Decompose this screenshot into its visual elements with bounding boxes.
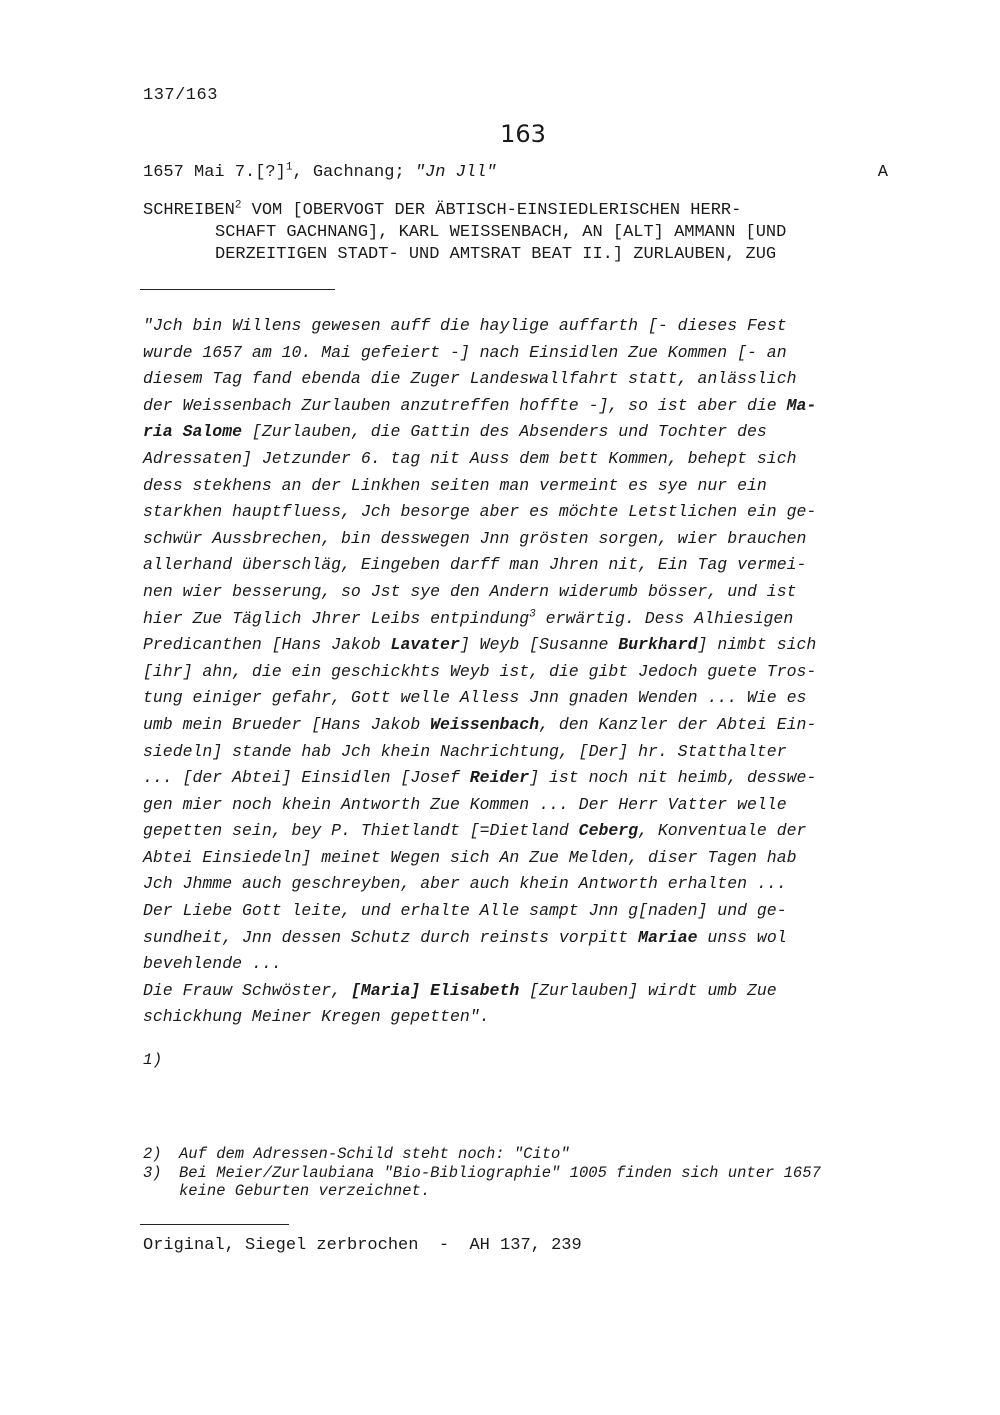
text-line: gen mier noch khein Antworth Zue Kommen ... Der Herr Vatter welle — [143, 794, 787, 814]
text-run: ] ist noch nit heimb, desswe- — [529, 768, 817, 788]
address-quote: "Jn Jll" — [414, 163, 497, 182]
text-line: nen wier besserung, so Jst sye den Andern widerumb bösser, und ist — [143, 581, 797, 601]
text-run: ... [der Abtei] Einsidlen [Josef — [143, 768, 470, 788]
text-run: umb mein Brueder [Hans Jakob — [143, 714, 431, 734]
text-run: der Weissenbach Zurlauben anzutreffen hoffte -], so ist aber die — [143, 395, 787, 415]
heading-line: SCHAFT GACHNANG], KARL WEISSENBACH, AN [ALT] AMMANN [UND — [215, 223, 787, 242]
text-line — [143, 632, 903, 659]
text-line: Der Liebe Gott leite, und erhalte Alle sampt Jnn g[naden] und ge- — [143, 901, 787, 921]
footnote-mark: 1 — [285, 161, 293, 174]
document-number: 163 — [500, 120, 546, 148]
document-heading — [143, 200, 903, 266]
text-line: schwür Aussbrechen, bin desswegen Jnn grösten sorgen, wier brauchen — [143, 528, 807, 548]
person-name: Mariae — [638, 927, 698, 947]
person-name: ria Salome — [143, 422, 243, 442]
text-run: [Zurlauben] wirdt umb Zue — [519, 980, 777, 1000]
text-line: dess stekhens an der Linkhen seiten man vermeint es sye nur ein — [143, 475, 767, 495]
text-line: starkhen hauptfluess, Jch besorge aber es möchte Letstlichen ein ge- — [143, 502, 817, 522]
text-run: ] nimbt sich — [697, 635, 817, 655]
text-line: [ihr] ahn, die ein geschickhts Weyb ist, die gibt Jedoch guete Tros- — [143, 661, 817, 681]
person-name: Reider — [469, 768, 530, 788]
footnote-line: keine Geburten verzeichnet. — [179, 1182, 431, 1200]
place: , Gachnang; — [292, 163, 415, 182]
text-line: wurde 1657 am 10. Mai gefeiert -] nach Einsidlen Zue Kommen [- an — [143, 342, 787, 362]
copy-mark: A — [877, 163, 888, 182]
person-name: Ceberg — [578, 821, 639, 841]
text-run: , Konventuale der — [638, 821, 807, 841]
text-line — [143, 765, 903, 792]
footnote-mark: 3 — [529, 608, 536, 621]
original-note: Original, Siegel zerbrochen - AH 137, 239 — [143, 1236, 582, 1255]
archive-reference: 137/163 — [143, 86, 218, 105]
person-name: Ma- — [786, 395, 817, 415]
text-line — [143, 606, 903, 633]
divider — [140, 1224, 289, 1225]
text-line: allerhand überschläg, Eingeben darff man Jhren nit, Ein Tag vermei- — [143, 555, 807, 575]
text-run: ] Weyb [Susanne — [459, 635, 619, 655]
text-line — [143, 818, 903, 845]
text-run: sundheit, Jnn dessen Schutz durch reinsts vorpitt — [143, 927, 639, 947]
text-line: bevehlende ... — [143, 954, 282, 974]
text-run: hier Zue Täglich Jhrer Leibs entpindung — [143, 608, 530, 628]
footnotes — [143, 1145, 903, 1201]
text-line: diesem Tag fand ebenda die Zuger Landeswallfahrt statt, anlässlich — [143, 369, 797, 389]
footnote-line: Bei Meier/Zurlaubiana "Bio-Bibliographie" 1005 finden sich unter 1657 — [179, 1163, 821, 1182]
text-line: Adressaten] Jetzunder 6. tag nit Auss dem bett Kommen, behept sich — [143, 448, 797, 468]
text-line — [143, 978, 903, 1005]
text-line — [143, 419, 903, 446]
footnote-text — [179, 1164, 821, 1201]
person-name: Weissenbach — [430, 714, 540, 734]
text-run: , den Kanzler der Abtei Ein- — [539, 714, 817, 734]
divider — [140, 289, 335, 290]
text-line — [143, 712, 903, 739]
heading-line: DERZEITIGEN STADT- UND AMTSRAT BEAT II.] ZURLAUBEN, ZUG — [215, 245, 777, 264]
text-line — [143, 925, 903, 952]
text-run: Die Frauw Schwöster, — [143, 980, 351, 1000]
heading-text: VOM [OBERVOGT DER ÄBTISCH-EINSIEDLERISCHEN HERR- — [241, 201, 742, 220]
date: 1657 Mai 7.[?] — [143, 163, 286, 182]
person-name: Burkhard — [618, 635, 698, 655]
text-run: [Zurlauben, die Gattin des Absenders und Tochter des — [242, 422, 767, 442]
footnote-number: 2) — [143, 1145, 162, 1163]
letter-excerpt — [143, 313, 903, 1031]
text-line: siedeln] stande hab Jch khein Nachrichtung, [Der] hr. Statthalter — [143, 741, 787, 761]
text-line: tung einiger gefahr, Gott welle Alless Jnn gnaden Wenden ... Wie es — [143, 688, 807, 708]
person-name: [Maria] Elisabeth — [350, 980, 520, 1000]
text-line: Jch Jhmme auch geschreyben, aber auch khein Antworth erhalten ... — [143, 874, 787, 894]
footnote-3 — [143, 1164, 903, 1201]
footnote-number: 3) — [143, 1163, 162, 1182]
footnote-1: 1) — [143, 1051, 163, 1069]
footnote-mark: 2 — [234, 199, 242, 212]
heading-text: SCHREIBEN — [143, 201, 235, 220]
text-line — [143, 393, 903, 420]
text-line: schickhung Meiner Kregen gepetten". — [143, 1007, 490, 1027]
footnote-2 — [143, 1145, 903, 1164]
text-run: Predicanthen [Hans Jakob — [143, 635, 391, 655]
text-line: Abtei Einsiedeln] meinet Wegen sich An Zue Melden, diser Tagen hab — [143, 847, 797, 867]
text-run: gepetten sein, bey P. Thietlandt [=Dietland — [143, 821, 579, 841]
person-name: Lavater — [390, 635, 460, 655]
text-run: unss wol — [697, 927, 787, 947]
footnote-text: Auf dem Adressen-Schild steht noch: "Cito" — [179, 1145, 570, 1163]
text-line: "Jch bin Willens gewesen auff die haylige auffarth [- dieses Fest — [143, 316, 787, 335]
heading-line — [143, 201, 741, 220]
text-run: erwärtig. Dess Alhiesigen — [535, 608, 794, 628]
dateline — [143, 163, 888, 182]
